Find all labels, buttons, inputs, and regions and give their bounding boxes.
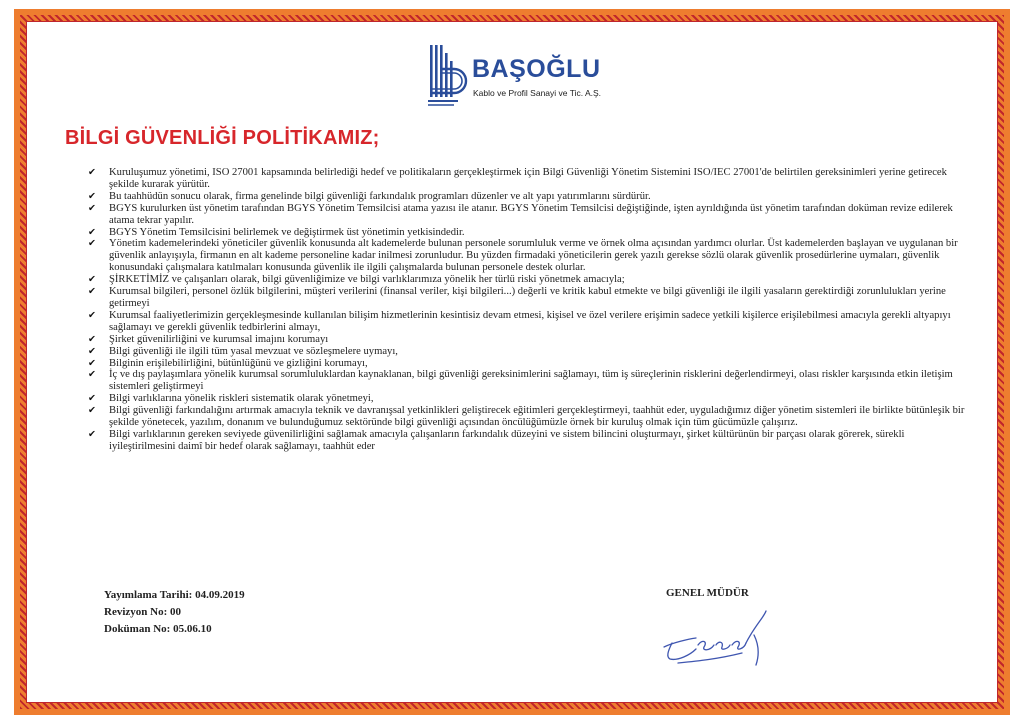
policy-item-text: İç ve dış paylaşımlara yönelik kurumsal sorumluluklardan kaynaklanan, bilgi güvenliği gereksinimlerini sağlamayı, tüm iş süreçlerinin risklerini değerlendirmeyi, olası riskler karşısında etkin iletişim sistemleri geliştirmeyi: [109, 369, 953, 393]
policy-item: [88, 393, 968, 405]
policy-item-text: Kuruluşumuz yönetimi, ISO 27001 kapsamında belirlediği hedef ve politikaların gerçekleştirmek için Bilgi Güvenliği Yönetim Sistemini ISO/IEC 27001'de belirtilen gereksinimleri yerine getirecek şekilde kurarak yürütür.: [109, 167, 947, 190]
checkmark-icon: ✔: [88, 345, 96, 357]
revision-number: Revizyon No: 00: [104, 606, 181, 618]
checkmark-icon: ✔: [88, 369, 96, 381]
policy-item: [88, 274, 968, 286]
policy-item-text: Bu taahhüdün sonucu olarak, firma genelinde bilgi güvenliği farkındalık programları düzenler ve alt yapı yatırımlarını sürdürür.: [109, 190, 651, 202]
policy-item: [88, 286, 968, 310]
policy-item-text: Kurumsal faaliyetlerimizin gerçekleşmesinde kullanılan bilişim hizmetlerinin kesintisiz devam etmesi, kişisel ve özel verilere erişimin sadece yetkili kişilerce erişilebilmesi amacıyla gerekli altyapıyı sağlamayı ve gerekli güvenlik tedbirlerini almayı,: [109, 309, 951, 333]
policy-item-text: Kurumsal bilgileri, personel özlük bilgilerini, müşteri verilerini (finansal veriler, kişi bilgileri...) değerli ve kritik kabul etmekte ve bilgi güvenliği ile ilgili yasaların gerektirdiği zorunlulukları yerine getirmeyi: [109, 286, 946, 309]
policy-item-text: Şirket güvenilirliğini ve kurumsal imajını korumayı: [109, 333, 329, 345]
policy-item: [88, 405, 968, 429]
checkmark-icon: ✔: [88, 393, 96, 405]
policy-list: [88, 167, 968, 453]
policy-item-text: Bilgi varlıklarına yönelik riskleri sistematik olarak yönetmeyi,: [109, 393, 374, 405]
policy-item: [88, 310, 968, 334]
logo-company-name: BAŞOĞLU: [472, 55, 601, 83]
document-sheet: [36, 31, 988, 693]
policy-item: [88, 167, 968, 191]
policy-item: [88, 203, 968, 227]
policy-item: [88, 334, 968, 346]
policy-item-text: Bilgi varlıklarının gereken seviyede güvenilirliğini sağlamak amacıyla çalışanların farkındalık düzeyini ve sistem bilincini oluşturmayı, şirket kültürünün bir parçası olarak görerek, sürekli iyileştirilmesini daimî bir hedef olarak sağlamayı, taahhüt eder: [109, 428, 905, 452]
checkmark-icon: ✔: [88, 357, 96, 369]
checkmark-icon: ✔: [88, 333, 96, 345]
checkmark-icon: ✔: [88, 167, 96, 178]
publish-date: Yayımlama Tarihi: 04.09.2019: [104, 589, 245, 601]
policy-item-text: Bilgi güvenliği farkındalığını artırmak amacıyla teknik ve davranışsal yetkinlikleri geliştirecek eğitimleri gerçekleştirmeyi, taahhüt eder, uyguladığımız diğer yönetim sistemleri ile birlikte bütünleşik bir şekilde yönetecek, yazılım, donanım ve bulunduğumuz sektöründe bilgi güvenliği açısından öncülüğümüzle örnek bir kuruluş olmak için tüm gücümüzle çalışırız.: [109, 405, 965, 429]
policy-item-text: Bilgi güvenliği ile ilgili tüm yasal mevzuat ve sözleşmelere uymayı,: [109, 345, 398, 357]
policy-item: [88, 369, 968, 393]
signature-image: [658, 605, 778, 675]
checkmark-icon: ✔: [88, 190, 96, 202]
policy-item: [88, 358, 968, 370]
policy-item: [88, 429, 968, 453]
policy-item: [88, 227, 968, 239]
policy-item-text: ŞİRKETİMİZ ve çalışanları olarak, bilgi güvenliğimize ve bilgi varlıklarımıza yönelik her türlü riski yönetmek amacıyla;: [109, 274, 625, 286]
logo-company-subtitle: Kablo ve Profil Sanayi ve Tic. A.Ş.: [473, 88, 602, 98]
checkmark-icon: ✔: [88, 238, 96, 250]
policy-item-text: Bilginin erişilebilirliğini, bütünlüğünü ve gizliğini korumayı,: [109, 357, 368, 369]
basoglu-logo-mark-icon: [426, 43, 470, 111]
checkmark-icon: ✔: [88, 428, 96, 440]
policy-item: [88, 346, 968, 358]
checkmark-icon: ✔: [88, 226, 96, 238]
policy-title: BİLGİ GÜVENLİĞİ POLİTİKAMIZ;: [65, 127, 380, 149]
signatory-title: GENEL MÜDÜR: [666, 587, 749, 599]
checkmark-icon: ✔: [88, 309, 96, 321]
document-meta: [104, 587, 245, 638]
policy-item-text: BGYS Yönetim Temsilcisini belirlemek ve değiştirmek üst yönetimin yetkisindedir.: [109, 226, 465, 238]
document-number: Doküman No: 05.06.10: [104, 623, 212, 635]
checkmark-icon: ✔: [88, 202, 96, 214]
policy-item-text: BGYS kurulurken üst yönetim tarafından BGYS Yönetim Temsilcisi atama yazısı ile atanır. BGYS Yönetim Temsilcisi değiştiğinde, işten ayrıldığında üst yönetim tarafından doküman revize edilerek atama tekrar yapılır.: [109, 202, 953, 226]
checkmark-icon: ✔: [88, 405, 96, 417]
company-logo: [426, 43, 626, 113]
policy-item: [88, 238, 968, 274]
policy-item: [88, 191, 968, 203]
checkmark-icon: ✔: [88, 286, 96, 298]
checkmark-icon: ✔: [88, 274, 96, 286]
policy-item-text: Yönetim kademelerindeki yöneticiler güvenlik konusunda alt kademelerde bulunan personele sorumluluk verme ve örnek olma açısından yardımcı olurlar. Üst kademelerden başlayan ve uygulanan bir güvenlik anlayışıyla, firmanın en alt kademe personeline kadar inilmesi zorunludur. Bu yüzden firmadaki yöneticilerin gerek yazılı gerekse sözlü olarak güvenlik prosedürlerine uymaları, güvenlik konusundaki çalışmalara katılmaları konusunda güvenlik ile ilgili çalışmalarda bulunan personele destek olurlar.: [109, 238, 958, 274]
signature-block: [658, 587, 808, 687]
